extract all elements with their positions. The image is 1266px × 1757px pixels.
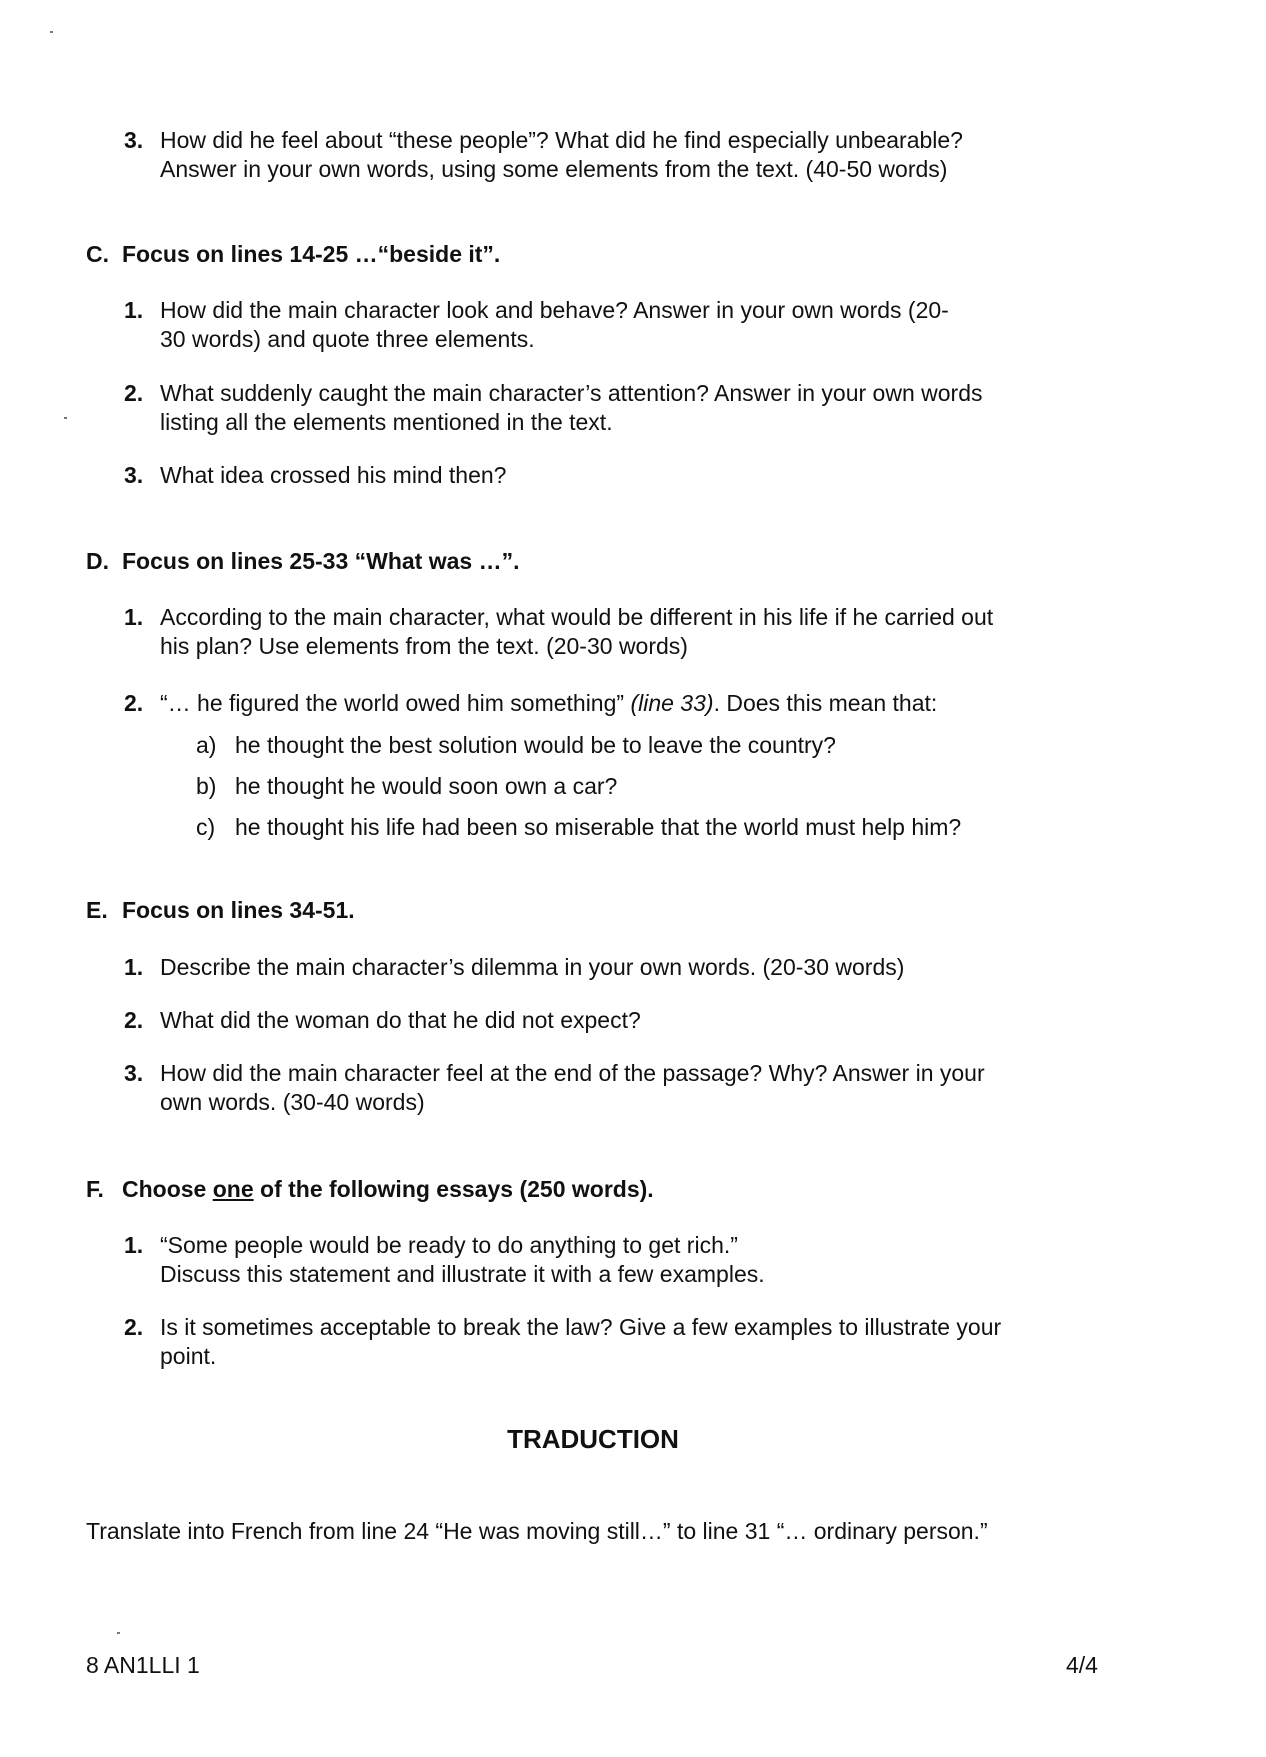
- question-d2: [124, 689, 1104, 718]
- traduction-instruction: Translate into French from line 24 “He was moving still…” to line 31 “… ordinary person.”: [86, 1518, 988, 1544]
- question-text-line: Discuss this statement and illustrate it with a few examples.: [160, 1261, 765, 1287]
- section-letter: F.: [86, 1176, 104, 1202]
- question-text-line: [160, 689, 1104, 718]
- question-e1: [124, 953, 1104, 982]
- question-text-line: How did the main character look and behave? Answer in your own words (20-: [160, 297, 949, 323]
- question-c1: [124, 296, 1104, 354]
- option-text: he thought his life had been so miserable that the world must help him?: [235, 814, 962, 840]
- question-number: 3.: [124, 127, 144, 153]
- question-text-line: point.: [160, 1343, 217, 1369]
- question-text-line: “Some people would be ready to do anything to get rich.”: [160, 1232, 738, 1258]
- option-letter: a): [196, 732, 217, 758]
- scan-mark: [64, 417, 67, 419]
- question-f1: [124, 1231, 1104, 1289]
- option-text: he thought he would soon own a car?: [235, 773, 618, 799]
- question-text-line: listing all the elements mentioned in the text.: [160, 409, 613, 435]
- section-title: Focus on lines 14-25 …“beside it”.: [122, 241, 501, 267]
- section-title-part: Choose: [122, 1176, 213, 1202]
- question-text-line: Describe the main character’s dilemma in your own words. (20-30 words): [160, 954, 905, 980]
- question-number: 2.: [124, 1007, 144, 1033]
- question-text-line: What idea crossed his mind then?: [160, 462, 507, 488]
- traduction-title: TRADUCTION: [507, 1424, 679, 1454]
- section-title-emphasis: one: [212, 1176, 254, 1202]
- scan-mark: [50, 31, 53, 33]
- question-text-line: 30 words) and quote three elements.: [160, 326, 535, 352]
- section-heading-c: [86, 240, 500, 269]
- question-number: 1.: [124, 604, 144, 630]
- question-number: 2.: [124, 380, 144, 406]
- question-text-line: What did the woman do that he did not expect?: [160, 1007, 641, 1033]
- question-text: . Does this mean that:: [713, 690, 938, 716]
- line-reference: (line 33): [630, 690, 714, 716]
- question-text-line: How did the main character feel at the end of the passage? Why? Answer in your: [160, 1060, 985, 1086]
- question-number: 3.: [124, 1060, 144, 1086]
- question-text-line: Answer in your own words, using some elements from the text. (40-50 words): [160, 156, 948, 182]
- question-number: 1.: [124, 1232, 144, 1258]
- question-text-line: Is it sometimes acceptable to break the law? Give a few examples to illustrate your: [160, 1314, 1002, 1340]
- footer-page-number: 4/4: [1066, 1652, 1098, 1678]
- question-text-line: his plan? Use elements from the text. (20-30 words): [160, 633, 688, 659]
- question-number: 3.: [124, 462, 144, 488]
- question-c2: [124, 379, 1104, 437]
- option-c: [196, 813, 961, 842]
- section-heading-e: [86, 896, 355, 925]
- section-title: Focus on lines 25-33 “What was …”.: [122, 548, 520, 574]
- section-letter: E.: [86, 897, 108, 923]
- question-e3: [124, 1059, 1104, 1117]
- section-heading-d: [86, 547, 519, 576]
- footer-code: 8 AN1LLI 1: [86, 1652, 200, 1678]
- question-b3: [124, 126, 1104, 184]
- section-letter: C.: [86, 241, 109, 267]
- question-f2: [124, 1313, 1104, 1371]
- question-c3: [124, 461, 1104, 490]
- option-letter: b): [196, 773, 217, 799]
- question-text-line: According to the main character, what would be different in his life if he carried out: [160, 604, 994, 630]
- section-heading-f: [86, 1175, 654, 1204]
- quoted-text: “… he figured the world owed him something”: [160, 690, 631, 716]
- question-number: 2.: [124, 690, 144, 716]
- question-text-line: How did he feel about “these people”? What did he find especially unbearable?: [160, 127, 963, 153]
- question-e2: [124, 1006, 1104, 1035]
- option-letter: c): [196, 814, 216, 840]
- section-title: Focus on lines 34-51.: [122, 897, 355, 923]
- option-b: [196, 772, 617, 801]
- question-text-line: own words. (30-40 words): [160, 1089, 425, 1115]
- option-text: he thought the best solution would be to leave the country?: [235, 732, 836, 758]
- question-d1: [124, 603, 1104, 661]
- question-number: 2.: [124, 1314, 144, 1340]
- scan-mark: [117, 1632, 120, 1634]
- section-letter: D.: [86, 548, 109, 574]
- section-title: [122, 1176, 654, 1202]
- question-number: 1.: [124, 954, 144, 980]
- question-text-line: What suddenly caught the main character’s attention? Answer in your own words: [160, 380, 983, 406]
- section-title-part: of the following essays (250 words).: [253, 1176, 654, 1202]
- question-number: 1.: [124, 297, 144, 323]
- option-a: [196, 731, 836, 760]
